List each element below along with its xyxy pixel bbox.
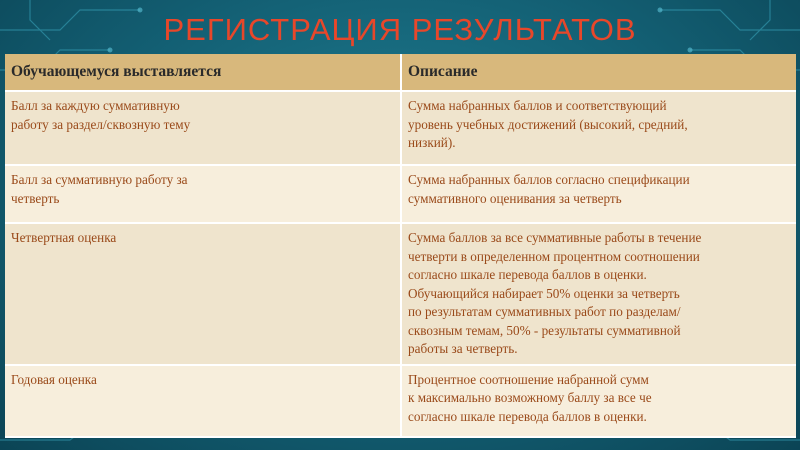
row-item-cell: Четвертная оценка bbox=[5, 223, 401, 365]
table-row bbox=[5, 91, 796, 165]
results-table bbox=[5, 54, 796, 438]
row-item-cell: Годовая оценка bbox=[5, 365, 401, 438]
table-row bbox=[5, 365, 796, 438]
table-row bbox=[5, 165, 796, 223]
row-description-cell: Сумма набранных баллов и соответствующий уровень учебных достижений (высокий, средний, низкий). bbox=[401, 91, 796, 165]
table-row bbox=[5, 223, 796, 365]
row-item-cell: Балл за каждую суммативную работу за раздел/сквозную тему bbox=[5, 91, 401, 165]
column-header-item: Обучающемуся выставляется bbox=[5, 54, 401, 91]
row-description-cell: Сумма набранных баллов согласно спецификации суммативного оценивания за четверть bbox=[401, 165, 796, 223]
row-description-cell: Процентное соотношение набранной сумм к максимально возможному баллу за все че согласно шкале перевода баллов в оценки. bbox=[401, 365, 796, 438]
column-header-description: Описание bbox=[401, 54, 796, 91]
row-item-cell: Балл за суммативную работу за четверть bbox=[5, 165, 401, 223]
table-header-row bbox=[5, 54, 796, 91]
row-description-cell: Сумма баллов за все суммативные работы в течение четверти в определенном процентном соотношении согласно шкале перевода баллов в оценки. Обучающийся набирает 50% оценки за четверть по результатам суммативных работ по разделам/ сквозным темам, 50% - результаты суммативной работы за четверть. bbox=[401, 223, 796, 365]
slide-title: РЕГИСТРАЦИЯ РЕЗУЛЬТАТОВ bbox=[163, 12, 637, 47]
